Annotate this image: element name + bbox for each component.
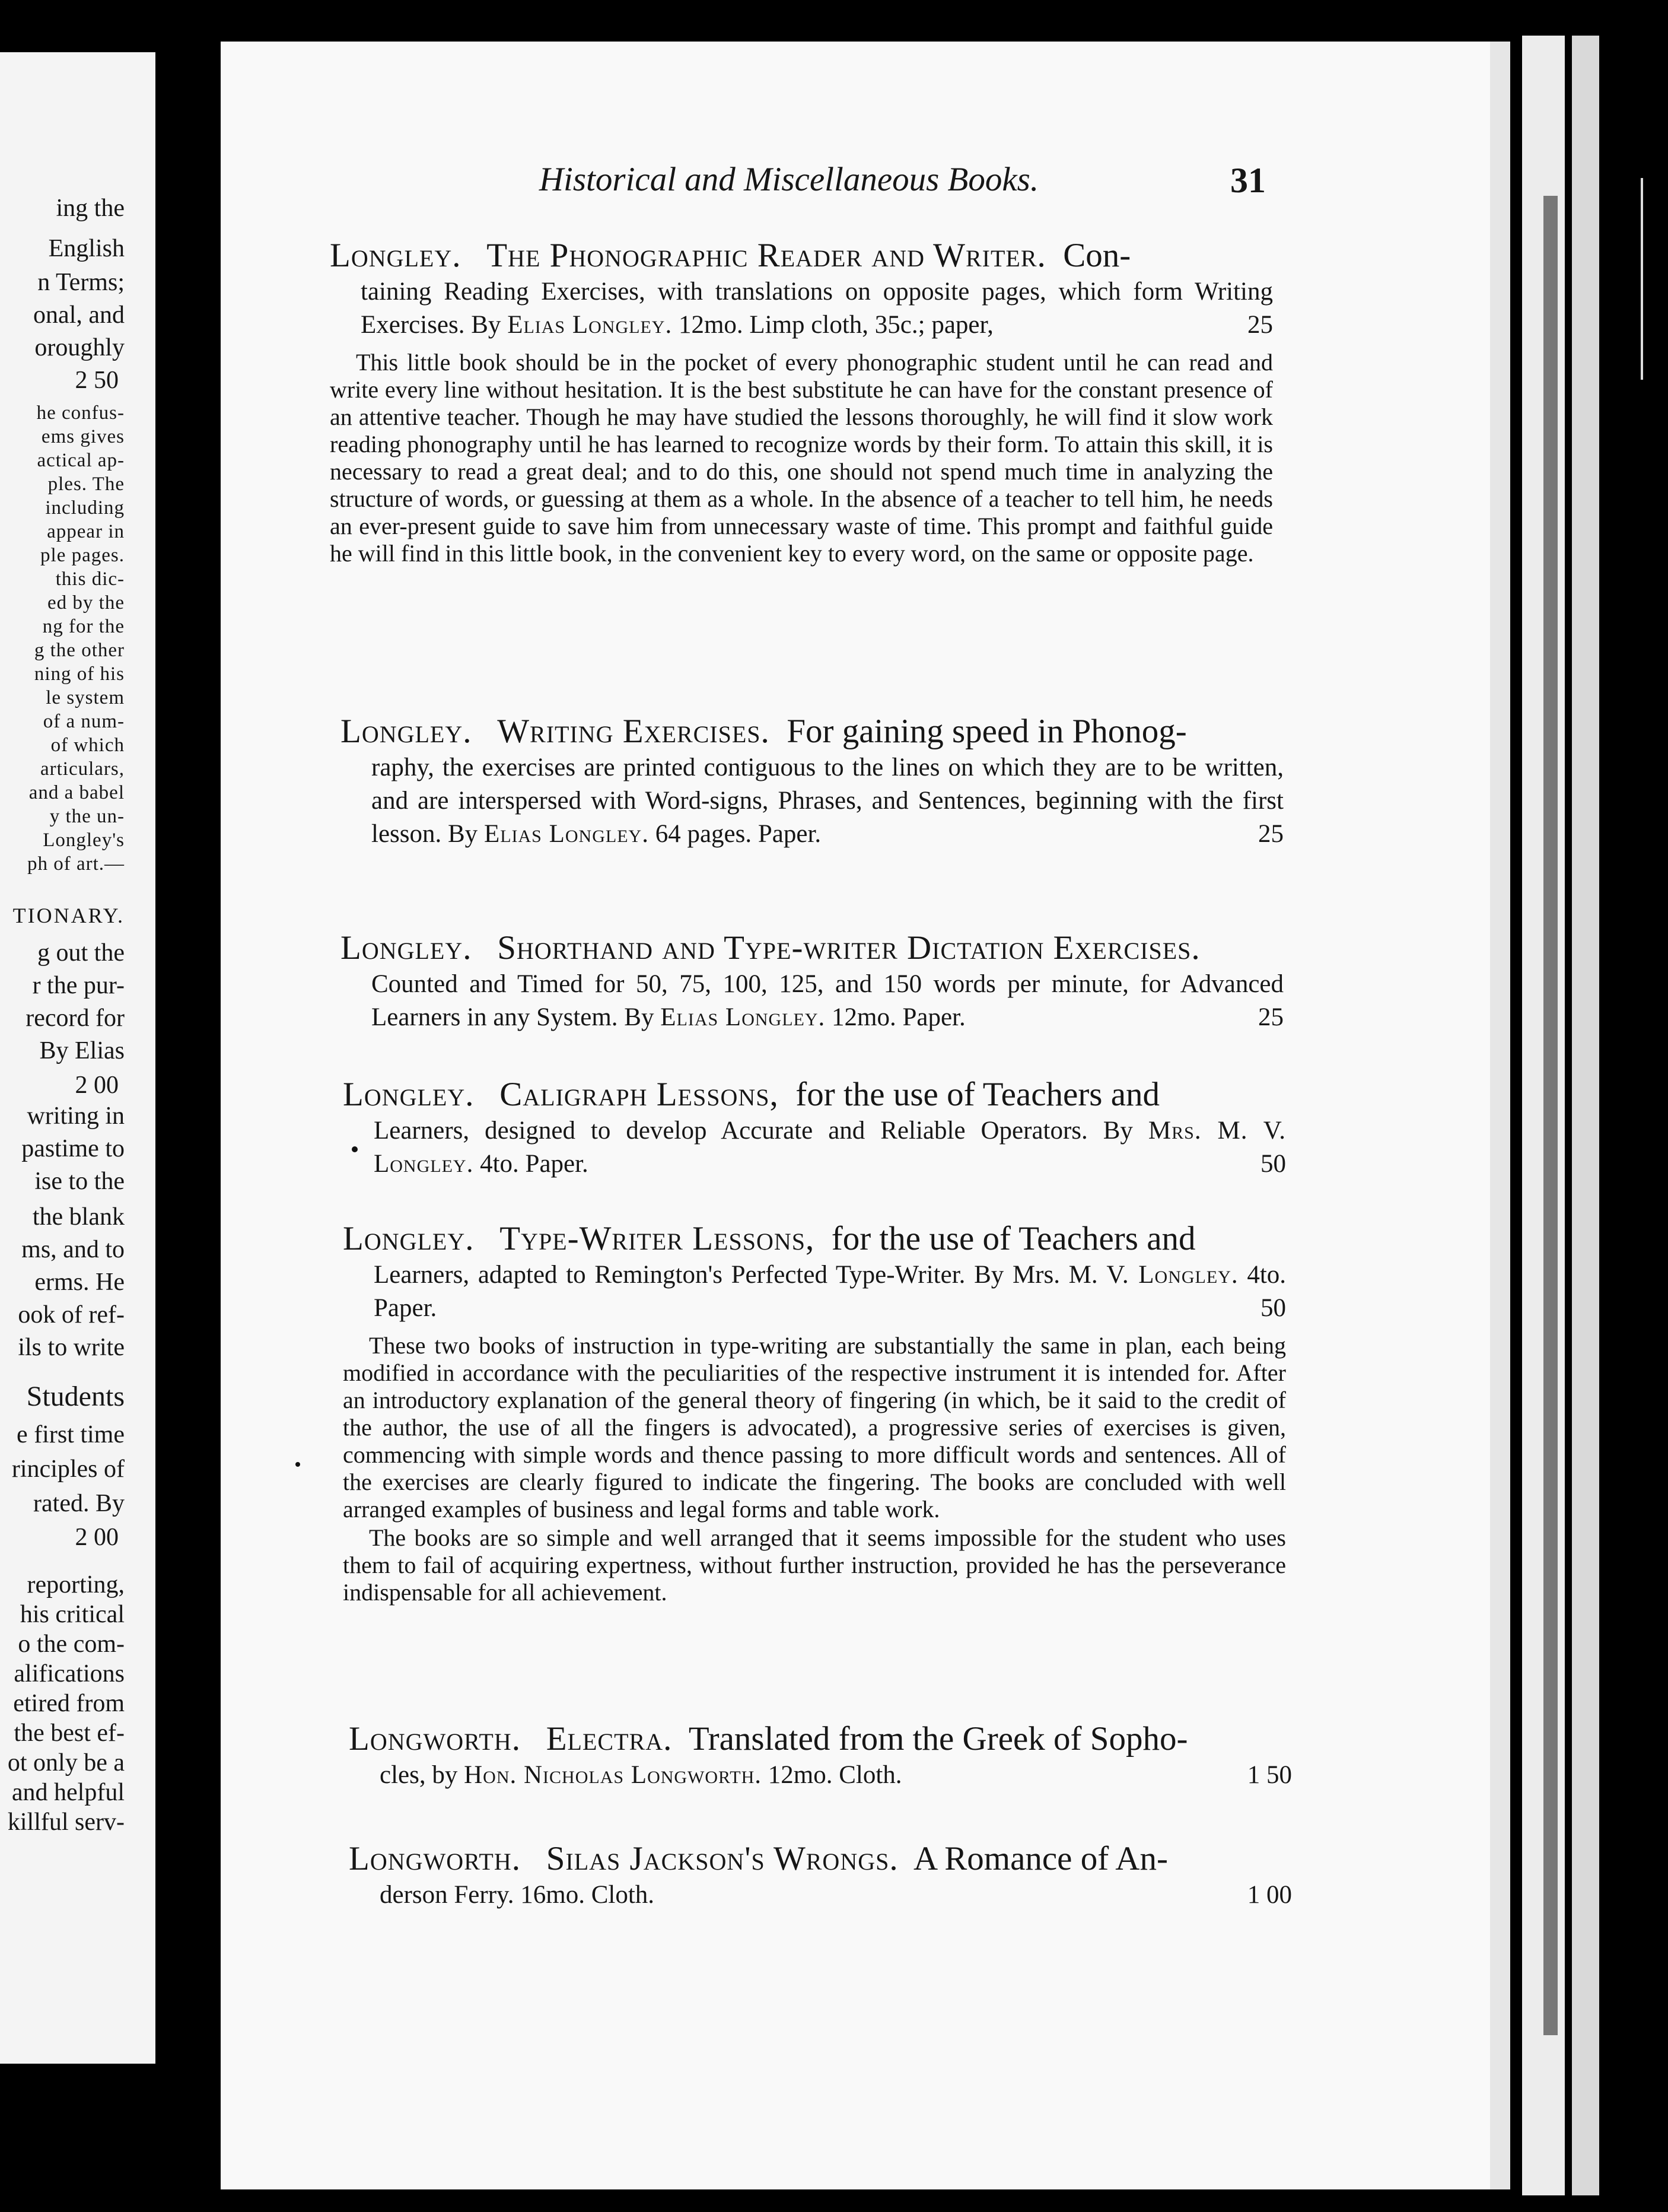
left-page-line: g the other <box>34 640 125 661</box>
entry-body: Learners, adapted to Remington's Perfected Type-Writer. By Mrs. M. <box>374 1261 1098 1289</box>
left-page-fragment <box>0 52 155 2064</box>
entry-price: 1 50 <box>1247 1761 1292 1789</box>
entry-heading <box>340 712 1284 751</box>
entry-details <box>340 968 1284 1034</box>
entry-body: taining Reading Exercises, with translations on opposite pages, which form Writing Exercises. By <box>361 278 1273 339</box>
left-page-line: ing the <box>56 195 125 222</box>
left-page-line: ph of art.— <box>27 853 125 875</box>
entry-author: Longworth. <box>349 1840 521 1877</box>
left-page-line: ng for the <box>42 616 125 637</box>
catalog-entry <box>349 1720 1292 1792</box>
left-page-line: articulars, <box>40 758 125 780</box>
entry-format: 12mo. Limp cloth, 35c.; paper, <box>678 311 994 339</box>
left-page-line: 2 00 <box>75 1072 119 1099</box>
entry-body: derson Ferry. <box>380 1881 514 1909</box>
entry-byline: Mrs. M. V. Longley. <box>374 1117 1286 1178</box>
left-page-line: record for <box>26 1005 125 1032</box>
entry-author: Longley. <box>340 713 472 750</box>
entry-title: Writing Exercises. <box>497 713 770 750</box>
left-page-line: 2 00 <box>75 1524 119 1551</box>
entry-body: raphy, the exercises are printed contiguous to the lines on which they are to be written, and are interspersed with Word-signs, Phrases, and Sentences, beginning with the first lesson. By <box>371 754 1284 848</box>
left-page-line: pastime to <box>21 1135 125 1162</box>
left-page-line: ed by the <box>47 592 125 614</box>
page-edge <box>1572 36 1599 2195</box>
left-page-line: reporting, <box>27 1571 125 1598</box>
entry-format: 4to. Paper. <box>480 1150 588 1178</box>
entry-heading <box>343 1075 1286 1114</box>
entry-heading-rest: For gaining speed in Phonog- <box>787 713 1187 750</box>
left-page-line: English <box>48 235 125 262</box>
entry-heading <box>349 1720 1292 1759</box>
left-page-line: etired from <box>13 1690 125 1717</box>
entry-price: 25 <box>1258 1003 1284 1031</box>
left-page-line: ples. The <box>47 473 125 495</box>
entry-heading <box>340 929 1284 968</box>
entry-title: Type-Writer Lessons, <box>499 1220 815 1257</box>
entry-heading <box>343 1219 1286 1258</box>
left-page-line: the best ef- <box>14 1720 125 1747</box>
entry-description: This little book should be in the pocket of every phonographic student until he can read and write every line without hesitation. It is the best substitute he can have for the constant presence of an attentive teacher. Though he may have studied the lessons thoroughly, he will find it slow work reading phonography until he has learned to recognize words by their form. To attain this skill, it is necessary to read a great deal; and to do this, one should not spend much time in analyzing the structure of words, or guessing at them as a whole. In the absence of a teacher to tell him, he needs an ever-present guide to save him from unnecessary waste of time. This prompt and faithful guide he will find in this little book, in the convenient key to every word, on the same or opposite page. <box>330 349 1273 567</box>
left-page-line: ple pages. <box>40 545 125 566</box>
scan-edge-streak <box>1641 178 1643 380</box>
left-page-line: alifications <box>14 1660 125 1687</box>
left-page-line: and a babel <box>28 782 125 803</box>
left-page-line: le system <box>46 687 125 708</box>
left-page-line: n Terms; <box>37 269 125 296</box>
left-page-line: TIONARY. <box>12 904 125 927</box>
entry-body: Learners, designed to develop Accurate and Reliable Operators. By <box>374 1117 1133 1145</box>
entry-price: 25 <box>1247 311 1273 339</box>
entry-heading <box>349 1839 1292 1879</box>
entry-heading <box>330 236 1273 275</box>
entry-byline: Elias Longley. <box>660 1003 826 1031</box>
left-page-line: ise to the <box>34 1168 125 1195</box>
left-page-line: oroughly <box>34 334 125 361</box>
entry-title: Electra. <box>546 1720 673 1757</box>
left-page-line: onal, and <box>33 301 125 329</box>
entry-format: 64 pages. Paper. <box>655 820 822 848</box>
catalog-entry <box>330 236 1273 567</box>
left-page-line: Students <box>26 1381 125 1412</box>
entry-format: 16mo. Cloth. <box>520 1881 655 1909</box>
entry-details <box>330 275 1273 342</box>
left-page-line: rinciples of <box>11 1455 125 1483</box>
entry-author: Longley. <box>330 237 461 274</box>
left-page-line: 2 50 <box>75 367 119 394</box>
left-page-line: ot only be a <box>7 1749 125 1776</box>
entry-format: 12mo. Paper. <box>832 1003 966 1031</box>
left-page-line: killful serv- <box>7 1809 125 1836</box>
left-page-line: of which <box>50 735 125 756</box>
left-page-line: By Elias <box>39 1037 125 1064</box>
entry-body: Counted and Timed for 50, 75, 100, 125, and 150 words per minute, for Advanced Learners in any System. By <box>371 970 1284 1031</box>
left-page-line: o the com- <box>18 1631 125 1658</box>
left-page-line: y the un- <box>49 806 125 827</box>
entry-byline: Hon. Nicholas Longworth. <box>464 1761 762 1789</box>
left-page-line: Longley's <box>43 830 125 851</box>
entry-details <box>343 1114 1286 1181</box>
entry-byline: Elias Longley. <box>507 311 673 339</box>
left-page-line: erms. He <box>34 1269 125 1296</box>
left-page-line: and helpful <box>11 1779 125 1806</box>
entry-price: 1 00 <box>1247 1881 1292 1909</box>
entry-title: The Phonographic Reader and Writer. <box>486 237 1046 274</box>
left-page-line: g out the <box>37 939 125 967</box>
left-page-line: r the pur- <box>32 972 125 999</box>
left-page-line: writing in <box>27 1102 125 1130</box>
left-page-line: ook of ref- <box>18 1301 125 1329</box>
binding-shadow <box>1543 196 1558 2035</box>
entry-heading-rest: Translated from the Greek of Sopho- <box>688 1720 1188 1757</box>
entry-description: The books are so simple and well arranged that it seems impossible for the student who uses them to fail of acquiring expertness, without further instruction, provided he has the perseverance indispensable for all achievement. <box>343 1524 1286 1606</box>
entry-format: 4to. Paper. <box>374 1261 1287 1322</box>
entry-title: Shorthand and Type-writer Dictation Exercises. <box>497 929 1201 967</box>
entry-author: Longworth. <box>349 1720 521 1757</box>
entry-heading-rest: A Romance of An- <box>913 1840 1168 1877</box>
entry-price: 50 <box>1260 1294 1286 1322</box>
left-page-line: including <box>45 497 125 519</box>
entry-body: cles, by <box>380 1761 458 1789</box>
entry-heading-rest: for the use of Teachers and <box>795 1076 1160 1113</box>
page-edge <box>1490 42 1510 2189</box>
left-page-line: ms, and to <box>21 1236 125 1263</box>
scan-speck <box>352 1146 358 1152</box>
entry-author: Longley. <box>343 1076 475 1113</box>
left-page-line: e first time <box>17 1421 125 1448</box>
left-page-line: ems gives <box>41 426 125 447</box>
entry-heading-rest: Con- <box>1063 237 1131 274</box>
catalog-entry <box>349 1839 1292 1912</box>
left-page-line: appear in <box>47 521 125 542</box>
entry-details <box>343 1258 1286 1325</box>
left-page-line: his critical <box>20 1601 125 1628</box>
entry-price: 25 <box>1258 820 1284 848</box>
left-page-line: the blank <box>32 1203 125 1231</box>
catalog-entry <box>340 712 1284 851</box>
page-number: 31 <box>1230 161 1266 200</box>
entry-title: Caligraph Lessons, <box>499 1076 779 1113</box>
entry-price: 50 <box>1260 1150 1286 1178</box>
left-page-line: of a num- <box>43 711 125 732</box>
entry-details <box>340 751 1284 851</box>
entry-details <box>349 1879 1292 1912</box>
entry-byline: V. Longley. <box>1106 1261 1239 1289</box>
scan-speck <box>295 1462 300 1467</box>
entry-format: 12mo. Cloth. <box>768 1761 902 1789</box>
left-page-line: rated. By <box>33 1490 125 1517</box>
entry-heading-rest: for the use of Teachers and <box>831 1220 1196 1257</box>
left-page-line: he confus- <box>36 402 125 424</box>
entry-description: These two books of instruction in type-writing are substantially the same in plan, each being modified in accordance with the peculiarities of the respective instrument it is intended for. After an introductory explanation of the general theory of fingering (in which, be it said to the credit of the author, the use of all the fingers is advocated), a progressive series of exercises is given, commencing with simple words and thence passing to more difficult words and sentences. All of the exercises are clearly figured to indicate the fingering. The books are concluded with well arranged examples of business and legal forms and table work. <box>343 1332 1286 1523</box>
left-page-line: this dic- <box>55 568 125 590</box>
catalog-entry <box>340 929 1284 1034</box>
left-page-line: actical ap- <box>37 450 125 471</box>
left-page-line: ning of his <box>34 663 125 685</box>
entry-author: Longley. <box>343 1220 475 1257</box>
entry-byline: Elias Longley. <box>483 820 649 848</box>
entry-details <box>349 1759 1292 1792</box>
entry-title: Silas Jackson's Wrongs. <box>546 1840 899 1877</box>
left-page-line: ils to write <box>18 1334 125 1361</box>
entry-author: Longley. <box>340 929 472 967</box>
catalog-entry <box>343 1075 1286 1181</box>
running-head: Historical and Miscellaneous Books. <box>539 161 1039 198</box>
catalog-entry <box>343 1219 1286 1606</box>
